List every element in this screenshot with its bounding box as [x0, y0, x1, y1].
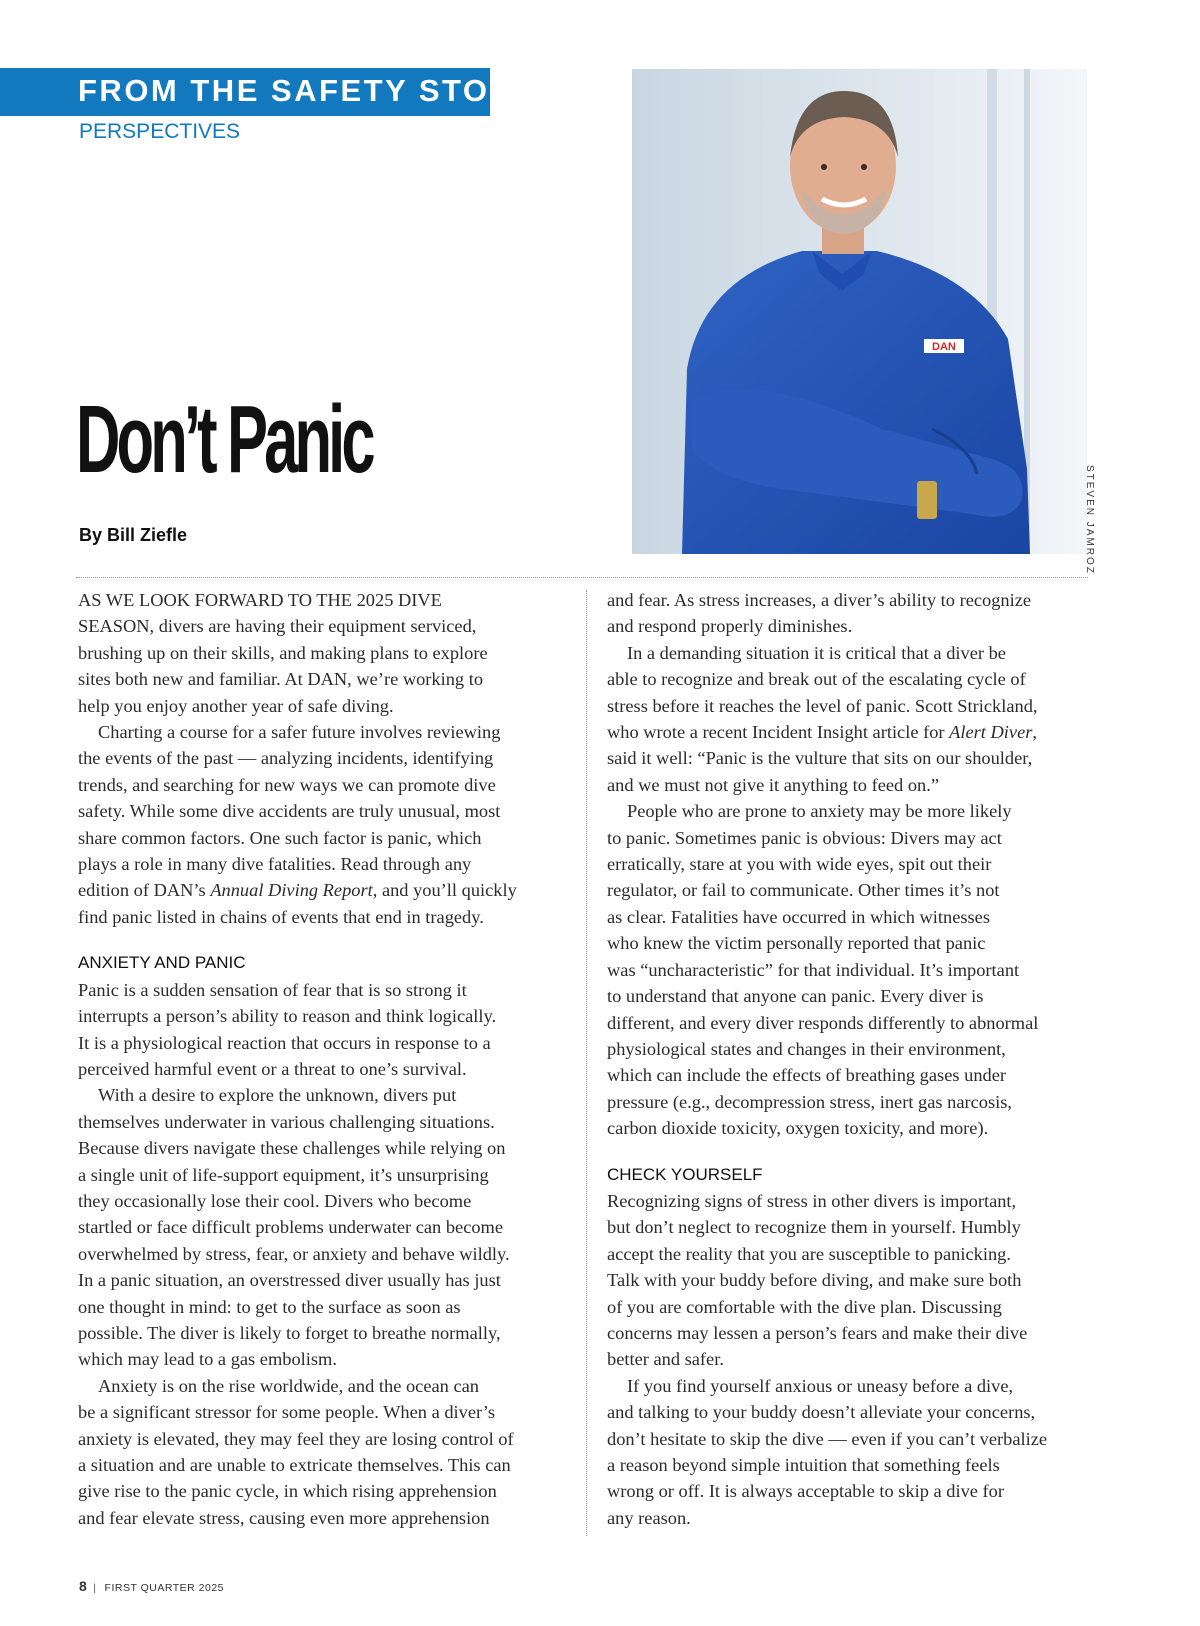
- right-column: [607, 587, 1095, 1531]
- publication-title: Alert Diver: [949, 722, 1033, 743]
- paragraph: AS WE LOOK FORWARD TO THE 2025 DIVE SEASON, divers are having their equipment serviced, brushing up on their skills, and making plans to explore sites both new and familiar. At DAN, we’re working to help you enjoy another year of safe diving.: [78, 590, 488, 716]
- page-number: 8: [79, 1578, 88, 1594]
- column-divider: [586, 590, 587, 1536]
- section-title: FROM THE SAFETY STOP: [78, 73, 513, 108]
- article-title: Don’t Panic: [76, 386, 372, 493]
- section-banner: [0, 68, 513, 116]
- section-heading: ANXIETY AND PANIC: [78, 953, 246, 973]
- shirt-logo: DAN: [932, 341, 956, 353]
- paragraph: Recognizing signs of stress in other divers is important, but don’t neglect to recognize them in yourself. Humbly accept the reality that you are susceptible to panicking. Talk with your buddy before diving, and make sure both of you are comfortable with the dive plan. Discussing concerns may lessen a person’s fears and make their dive better and safer.: [607, 1190, 1028, 1370]
- divider: [76, 577, 1088, 578]
- paragraph: If you find yourself anxious or uneasy before a dive, and talking to your buddy doesn’t alleviate your concerns, don’t hesitate to skip the dive — even if you can’t verbalize a reason beyond simple intuition that something feels wrong or off. It is always acceptable to skip a dive for any reason.: [607, 1375, 1048, 1528]
- paragraph: Charting a course for a safer future involves reviewing the events of the past — analyzing incidents, identifying trends, and searching for new ways we can promote dive safety. While some dive accidents are truly unusual, most share common factors. One such factor is panic, which plays a role in many dive fatalities. Read through any edition of DAN’s Annual Diving Report, and you’ll quickly find panic listed in chains of events that end in tragedy.: [78, 722, 517, 927]
- footer-separator: |: [93, 1582, 97, 1594]
- section-heading: CHECK YOURSELF: [607, 1164, 763, 1184]
- page-footer: [79, 1578, 224, 1594]
- paragraph: In a demanding situation it is critical that a diver be able to recognize and break out of the escalating cycle of stress before it reaches the level of panic. Scott Strickland, who wrote a recent Incident Insight article for Alert Diver, said it well: “Panic is the vulture that sits on our shoulder, and we must not give it anything to feed on.”: [607, 642, 1038, 795]
- paragraph: People who are prone to anxiety may be more likely to panic. Sometimes panic is obvious: Divers may act erratically, stare at you with wide eyes, spit out their regulator, or fail to communicate. Other times it’s not as clear. Fatalities have occurred in which witnesses who knew the victim personally reported that panic was “uncharacteristic” for that individual. It’s important to understand that anyone can panic. Every diver is different, and every diver responds differently to abnormal physiological states and changes in their environment, which can include the effects of breathing gases under pressure (e.g., decompression stress, inert gas narcosis, carbon dioxide toxicity, oxygen toxicity, and more).: [607, 801, 1039, 1139]
- publication-title: Annual Diving Report: [210, 880, 373, 901]
- author-photo: [632, 69, 1087, 554]
- photo-credit: STEVEN JAMROZ: [1084, 465, 1095, 575]
- left-column: [78, 587, 566, 1531]
- paragraph: Panic is a sudden sensation of fear that is so strong it interrupts a person’s ability to reason and think logically. It is a physiological reaction that occurs in response to a perceived harmful event or a threat to one’s survival.: [78, 979, 497, 1079]
- paragraph: With a desire to explore the unknown, divers put themselves underwater in various challenging situations. Because divers navigate these challenges while relying on a single unit of life-support equipment, it’s unsurprising they occasionally lose their cool. Divers who become startled or face difficult problems underwater can become overwhelmed by stress, fear, or anxiety and behave wildly. In a panic situation, an overstressed diver usually has just one thought in mind: to get to the surface as soon as possible. The diver is likely to forget to breathe normally, which may lead to a gas embolism.: [78, 1085, 510, 1370]
- section-subtitle: PERSPECTIVES: [79, 120, 241, 143]
- issue-label: FIRST QUARTER 2025: [104, 1582, 225, 1594]
- paragraph: Anxiety is on the rise worldwide, and the ocean can be a significant stressor for some people. When a diver’s anxiety is elevated, they may feel they are losing control of a situation and are unable to extricate themselves. This can give rise to the panic cycle, in which rising apprehension and fear elevate stress, causing even more apprehension: [78, 1375, 514, 1528]
- paragraph: and fear. As stress increases, a diver’s ability to recognize and respond properly diminishes.: [607, 590, 1032, 637]
- byline: By Bill Ziefle: [79, 525, 188, 545]
